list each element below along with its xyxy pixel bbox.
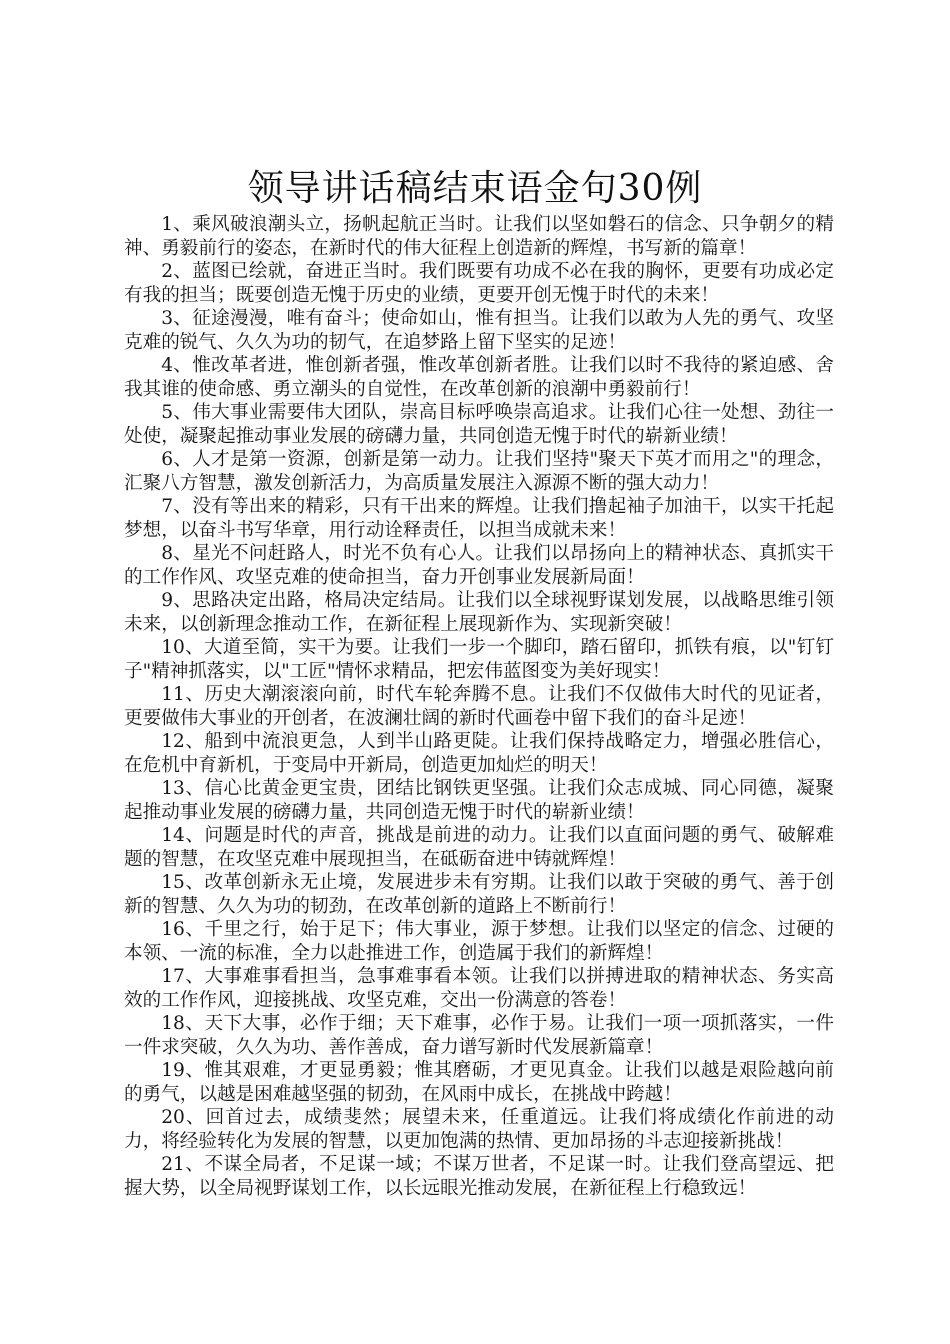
paragraph: 14、问题是时代的声音，挑战是前进的动力。让我们以直面问题的勇气、破解难题的智慧，在攻坚克难中展现担当，在砥砺奋进中铸就辉煌！ [124,825,834,870]
paragraph: 2、蓝图已绘就，奋进正当时。我们既要有功成不必在我的胸怀，更要有功成必定有我的担当；既要创造无愧于历史的业绩，更要开创无愧于时代的未来！ [124,261,834,306]
paragraph: 8、星光不问赶路人，时光不负有心人。让我们以昂扬向上的精神状态、真抓实干的工作作风、攻坚克难的使命担当，奋力开创事业发展新局面！ [124,543,834,588]
paragraph: 21、不谋全局者，不足谋一域；不谋万世者，不足谋一时。让我们登高望远、把握大势，以全局视野谋划工作，以长远眼光推动发展，在新征程上行稳致远！ [124,1154,834,1199]
paragraph: 20、回首过去，成绩斐然；展望未来，任重道远。让我们将成绩化作前进的动力，将经验转化为发展的智慧，以更加饱满的热情、更加昂扬的斗志迎接新挑战！ [124,1107,834,1152]
paragraph: 15、改革创新永无止境，发展进步未有穷期。让我们以敢于突破的勇气、善于创新的智慧、久久为功的韧劲，在改革创新的道路上不断前行！ [124,872,834,917]
paragraph: 1、乘风破浪潮头立，扬帆起航正当时。让我们以坚如磐石的信念、只争朝夕的精神、勇毅前行的姿态，在新时代的伟大征程上创造新的辉煌，书写新的篇章！ [124,214,834,259]
document-title: 领导讲话稿结束语金句30例 [247,168,703,209]
paragraph: 4、惟改革者进，惟创新者强，惟改革创新者胜。让我们以时不我待的紧迫感、舍我其谁的使命感、勇立潮头的自觉性，在改革创新的浪潮中勇毅前行！ [124,355,834,400]
paragraph: 18、天下大事，必作于细；天下难事，必作于易。让我们一项一项抓落实，一件一件求突破，久久为功、善作善成，奋力谱写新时代发展新篇章！ [124,1013,834,1058]
paragraph: 7、没有等出来的精彩，只有干出来的辉煌。让我们撸起袖子加油干，以实干托起梦想，以奋斗书写华章，用行动诠释责任，以担当成就未来！ [124,496,834,541]
paragraph: 16、千里之行，始于足下；伟大事业，源于梦想。让我们以坚定的信念、过硬的本领、一流的标准，全力以赴推进工作，创造属于我们的新辉煌！ [124,919,834,964]
paragraph: 12、船到中流浪更急，人到半山路更陡。让我们保持战略定力，增强必胜信心，在危机中育新机，于变局中开新局，创造更加灿烂的明天！ [124,731,834,776]
paragraph: 19、惟其艰难，才更显勇毅；惟其磨砺，才更见真金。让我们以越是艰险越向前的勇气，以越是困难越坚强的韧劲，在风雨中成长，在挑战中跨越！ [124,1060,834,1105]
paragraph: 17、大事难事看担当，急事难事看本领。让我们以拼搏进取的精神状态、务实高效的工作作风，迎接挑战、攻坚克难，交出一份满意的答卷！ [124,966,834,1011]
document-body [124,213,834,1200]
paragraph: 9、思路决定出路，格局决定结局。让我们以全球视野谋划发展，以战略思维引领未来，以创新理念推动工作，在新征程上展现新作为、实现新突破！ [124,590,834,635]
paragraph: 5、伟大事业需要伟大团队，崇高目标呼唤崇高追求。让我们心往一处想、劲往一处使，凝聚起推动事业发展的磅礴力量，共同创造无愧于时代的崭新业绩！ [124,402,834,447]
paragraph: 11、历史大潮滚滚向前，时代车轮奔腾不息。让我们不仅做伟大时代的见证者，更要做伟大事业的开创者，在波澜壮阔的新时代画卷中留下我们的奋斗足迹！ [124,684,834,729]
paragraph: 10、大道至简，实干为要。让我们一步一个脚印，踏石留印，抓铁有痕，以"钉钉子"精神抓落实，以"工匠"情怀求精品，把宏伟蓝图变为美好现实！ [124,637,834,682]
paragraph: 3、征途漫漫，唯有奋斗；使命如山，惟有担当。让我们以敢为人先的勇气、攻坚克难的锐气、久久为功的韧气，在追梦路上留下坚实的足迹！ [124,308,834,353]
paragraph: 13、信心比黄金更宝贵，团结比钢铁更坚强。让我们众志成城、同心同德，凝聚起推动事业发展的磅礴力量，共同创造无愧于时代的崭新业绩！ [124,778,834,823]
paragraph: 6、人才是第一资源，创新是第一动力。让我们坚持"聚天下英才而用之"的理念，汇聚八方智慧，激发创新活力，为高质量发展注入源源不断的强大动力！ [124,449,834,494]
